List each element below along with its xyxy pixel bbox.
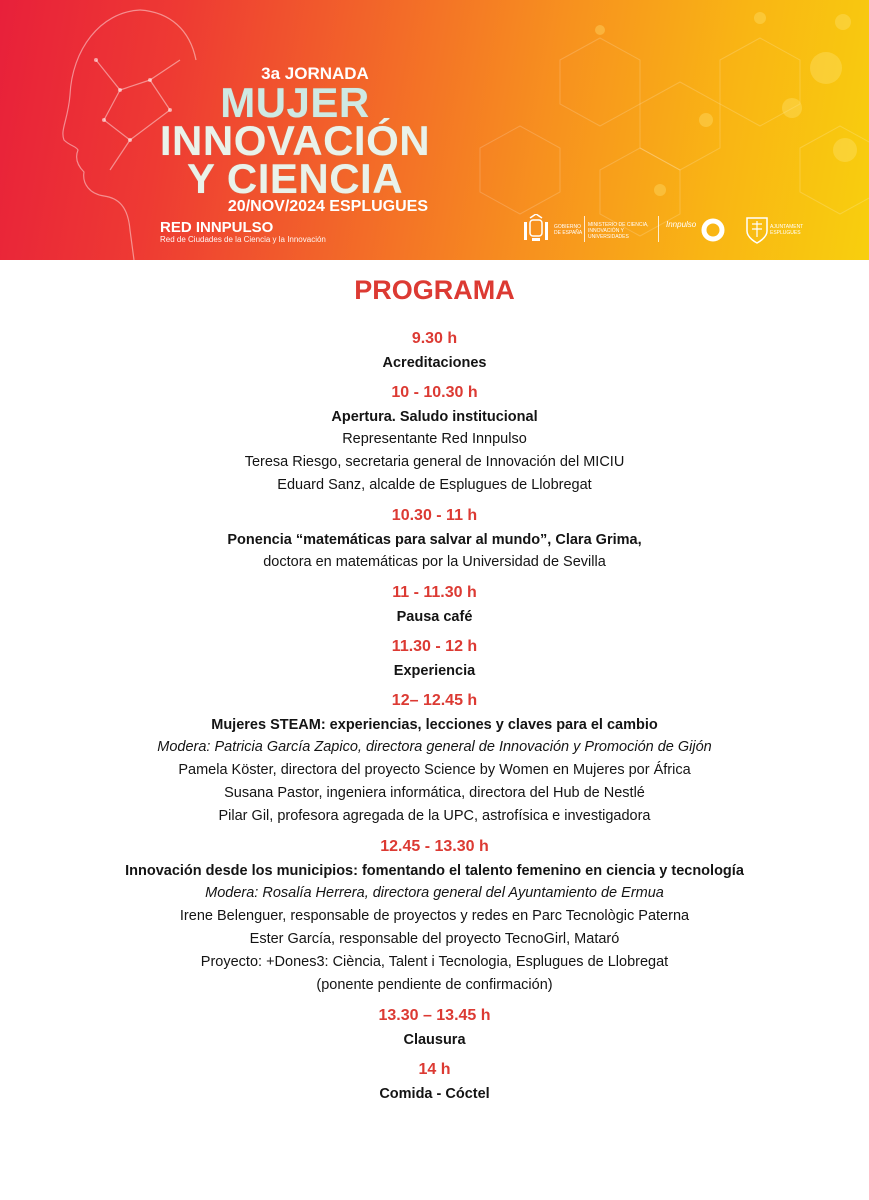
session-moderator: Modera: Patricia García Zapico, directora general de Innovación y Promoción de Gijón bbox=[157, 739, 712, 755]
logo-government: GOBIERNO DE ESPAÑA bbox=[554, 224, 583, 236]
session-title: Comida - Cóctel bbox=[379, 1086, 490, 1102]
innpulso-ring-icon bbox=[700, 217, 726, 243]
logo-innpulso: Innpulso bbox=[666, 220, 697, 229]
network-block bbox=[160, 220, 326, 245]
session-title: Mujeres STEAM: experiencias, lecciones y claves para el cambio bbox=[211, 717, 658, 733]
event-title bbox=[150, 64, 440, 216]
session-time: 12– 12.45 h bbox=[391, 692, 478, 709]
logo-city: AJUNTAMENT ESPLUGUES bbox=[770, 224, 804, 236]
program-session bbox=[0, 634, 869, 682]
event-date-place: 20/NOV/2024 ESPLUGUES bbox=[227, 198, 428, 215]
session-title: Ponencia “matemáticas para salvar al mundo”, Clara Grima, bbox=[227, 532, 642, 548]
session-speaker: Ester García, responsable del proyecto TecnoGirl, Mataró bbox=[249, 931, 620, 947]
program-session bbox=[0, 1057, 869, 1105]
session-speaker: Irene Belenguer, responsable de proyectos y redes en Parc Tecnològic Paterna bbox=[179, 908, 690, 924]
program-session bbox=[0, 503, 869, 574]
program-session bbox=[0, 380, 869, 497]
session-speaker: Pilar Gil, profesora agregada de la UPC, astrofísica e investigadora bbox=[218, 808, 651, 824]
session-speaker: Representante Red Innpulso bbox=[342, 431, 527, 447]
session-speaker: Teresa Riesgo, secretaria general de Innovación del MICIU bbox=[244, 454, 625, 470]
title-line-3: Y CIENCIA bbox=[186, 155, 404, 202]
session-speaker: (ponente pendiente de confirmación) bbox=[316, 977, 553, 993]
network-name: RED INNPULSO bbox=[160, 219, 274, 236]
program-session bbox=[0, 1003, 869, 1051]
logo-divider bbox=[658, 216, 659, 242]
session-title: Pausa café bbox=[396, 609, 473, 625]
session-speaker: doctora en matemáticas por la Universidad de Sevilla bbox=[263, 554, 606, 570]
program-session bbox=[0, 688, 869, 828]
network-subtitle: Red de Ciudades de la Ciencia y la Innovación bbox=[160, 235, 326, 244]
session-time: 12.45 - 13.30 h bbox=[380, 838, 489, 855]
session-moderator: Modera: Rosalía Herrera, directora general del Ayuntamiento de Ermua bbox=[205, 885, 664, 901]
session-time: 9.30 h bbox=[411, 330, 458, 347]
title-line-2: INNOVACIÓN bbox=[159, 117, 431, 164]
session-speaker: Eduard Sanz, alcalde de Esplugues de Llobregat bbox=[277, 477, 592, 493]
session-time: 11 - 11.30 h bbox=[392, 584, 477, 601]
logo-ministry: MINISTERIO DE CIENCIA, INNOVACIÓN Y UNIVERSIDADES bbox=[588, 222, 649, 240]
event-banner bbox=[0, 0, 869, 260]
sponsor-logos bbox=[520, 212, 820, 248]
session-speaker: Susana Pastor, ingeniera informática, directora del Hub de Nestlé bbox=[224, 785, 645, 801]
session-time: 14 h bbox=[418, 1061, 451, 1078]
session-title: Clausura bbox=[403, 1032, 466, 1048]
session-time: 10.30 - 11 h bbox=[391, 507, 478, 524]
government-crest-icon bbox=[520, 214, 552, 246]
session-time: 10 - 10.30 h bbox=[391, 384, 478, 401]
session-title: Acreditaciones bbox=[382, 355, 487, 371]
event-edition: 3a JORNADA bbox=[261, 64, 369, 83]
program-session bbox=[0, 580, 869, 628]
session-title: Experiencia bbox=[393, 663, 476, 679]
bubble-dots bbox=[595, 12, 857, 196]
session-title: Innovación desde los municipios: fomentando el talento femenino en ciencia y tecnología bbox=[125, 863, 744, 879]
session-speaker: Pamela Köster, directora del proyecto Science by Women en Mujeres por África bbox=[178, 762, 691, 778]
page-title: PROGRAMA bbox=[354, 275, 515, 305]
city-shield-icon bbox=[744, 215, 770, 245]
session-time: 13.30 – 13.45 h bbox=[378, 1007, 491, 1024]
session-time: 11.30 - 12 h bbox=[391, 638, 478, 655]
program-session bbox=[0, 326, 869, 374]
logo-divider bbox=[584, 216, 585, 242]
title-line-1: MUJER bbox=[220, 79, 370, 126]
session-speaker: Proyecto: +Dones3: Ciència, Talent i Tecnologia, Esplugues de Llobregat bbox=[200, 954, 669, 970]
program-schedule bbox=[0, 326, 869, 1111]
program-session bbox=[0, 834, 869, 997]
session-title: Apertura. Saludo institucional bbox=[331, 409, 538, 425]
